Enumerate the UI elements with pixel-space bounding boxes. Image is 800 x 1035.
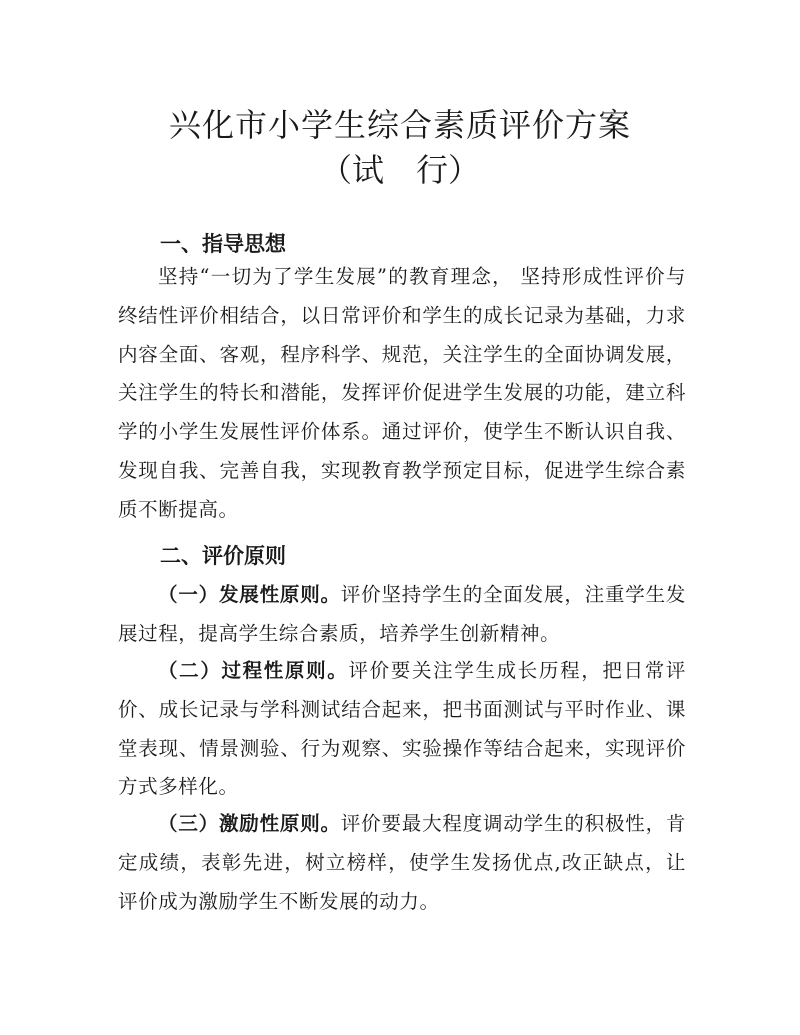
principle-lead-incentive: （三）激励性原则。 [158,812,341,835]
principle-paragraph-process [118,652,686,807]
paragraph-guiding-ideology: 坚持“一切为了学生发展”的教育理念， 坚持形成性评价与终结性评价相结合，以日常评价和学生的成长记录为基础，力求内容全面、客观，程序科学、规范，关注学生的全面协调发展，关注学生的特长和潜能，发挥评价促进学生发展的功能，建立科学的小学生发展性评价体系。通过评价，使学生不断认识自我、发现自我、完善自我，实现教育教学预定目标，促进学生综合素质不断提高。 [118,265,686,521]
principle-body-incentive: 评价要最大程度调动学生的积极性，肯定成绩，表彰先进，树立榜样，使学生发扬优点,改正缺点，让评价成为激励学生不断发展的动力。 [118,812,686,913]
document-title: 兴化市小学生综合素质评价方案 [168,106,631,144]
principle-body-process: 评价要关注学生成长历程，把日常评价、成长记录与学科测试结合起来，把书面测试与平时作业、课堂表现、情景测验、行为观察、实验操作等结合起来，实现评价方式多样化。 [118,659,686,799]
section-heading-evaluation-principles: 二、评价原则 [160,544,286,568]
principle-lead-development: （一）发展性原则。 [158,583,341,606]
principle-lead-process: （二）过程性原则。 [158,659,349,682]
principle-body-development: 评价坚持学生的全面发展，注重学生发展过程，提高学生综合素质，培养学生创新精神。 [118,583,686,645]
section-heading-guiding-ideology: 一、指导思想 [160,232,286,256]
document-subtitle: （试 行） [319,151,480,189]
principle-paragraph-development [118,576,686,654]
principle-paragraph-incentive [118,805,686,921]
